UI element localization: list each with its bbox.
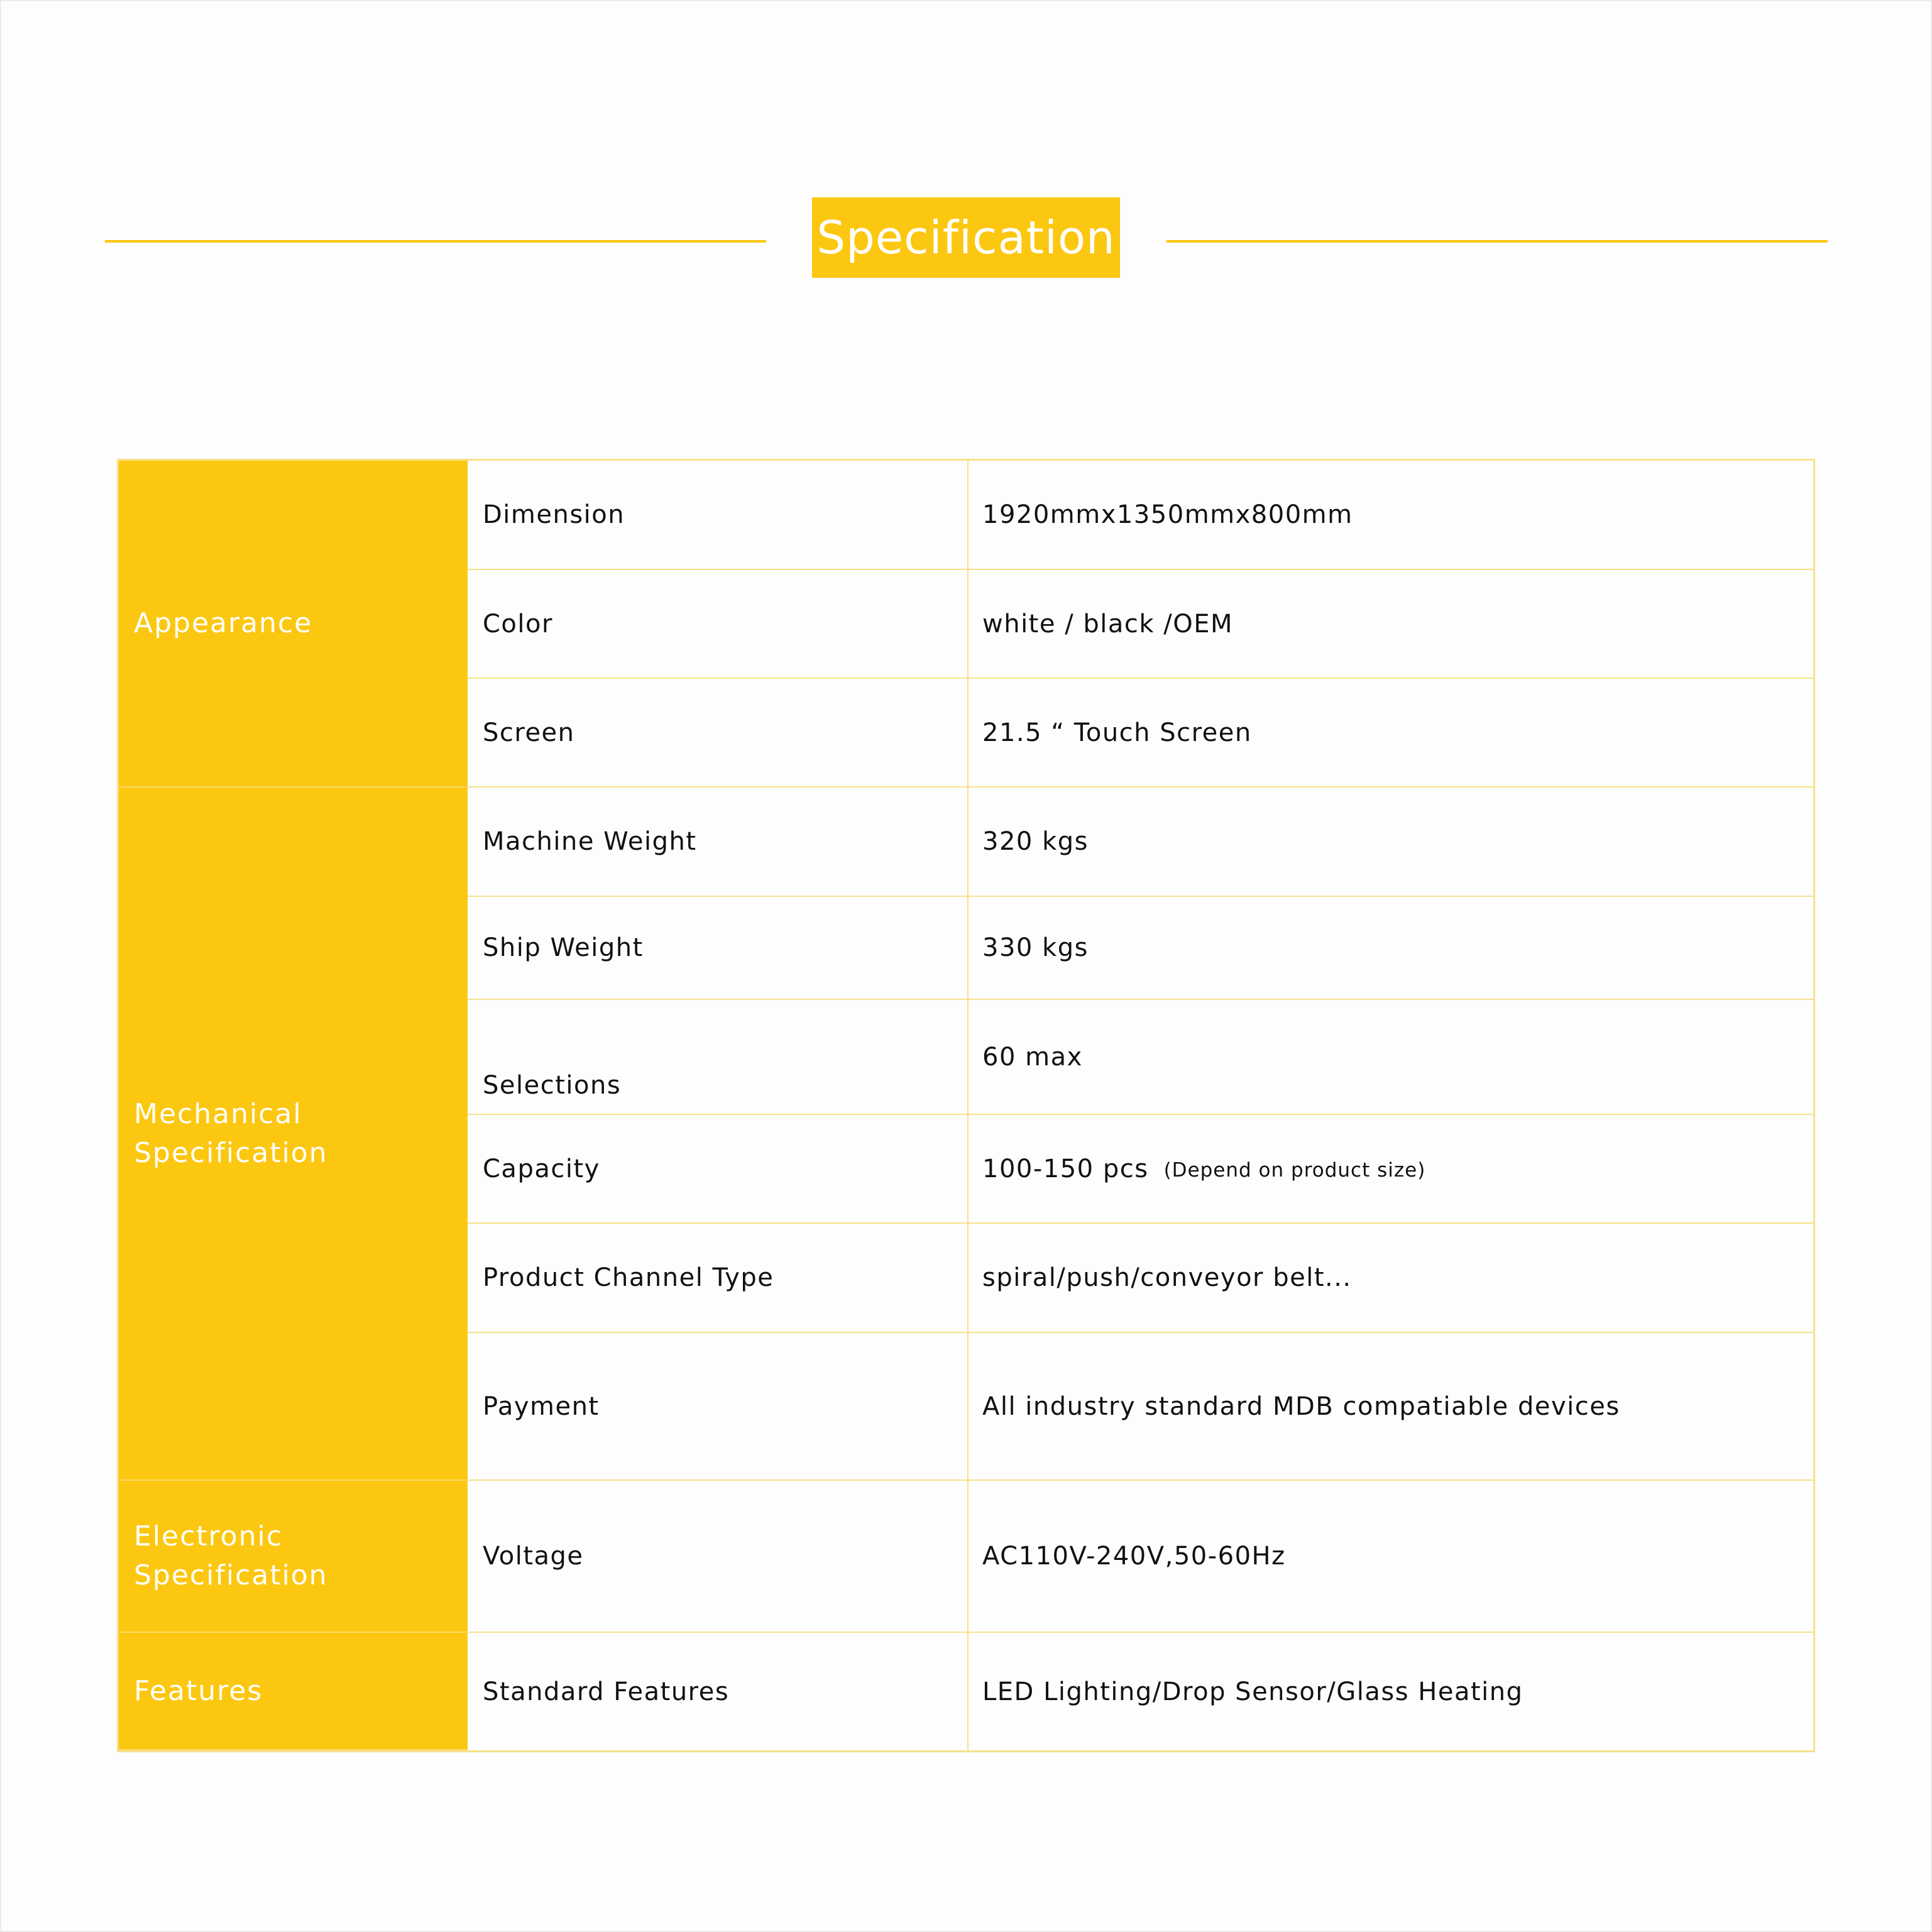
table-row: [468, 570, 1813, 679]
spec-value: AC110V-240V,50-60Hz: [982, 1542, 1286, 1571]
spec-value: LED Lighting/Drop Sensor/Glass Heating: [982, 1677, 1523, 1706]
category-mechanical-specification: [119, 788, 468, 1481]
spec-label: Product Channel Type: [468, 1224, 969, 1332]
spec-label: Machine Weight: [468, 788, 969, 896]
title-badge: [812, 197, 1120, 278]
spec-label: Payment: [468, 1333, 969, 1479]
spec-value: 1920mmx1350mmx800mm: [982, 500, 1353, 529]
category-label: Features: [134, 1674, 263, 1707]
category-label: Appearance: [134, 607, 313, 639]
spec-value: [969, 1115, 1813, 1222]
category-appearance: [119, 461, 468, 788]
spec-value: 21.5 “ Touch Screen: [982, 718, 1252, 747]
category-label: Mechanical Specification: [134, 1097, 328, 1169]
page-title: Specification: [816, 211, 1116, 264]
table-row: [468, 679, 1813, 788]
spec-label: Capacity: [468, 1115, 969, 1222]
table-row: [468, 1633, 1813, 1750]
spec-label: Dimension: [468, 461, 969, 569]
category-features: [119, 1633, 468, 1750]
table-row: [468, 461, 1813, 570]
capacity-note: (Depend on product size): [1163, 1158, 1426, 1182]
table-row: [468, 1333, 1813, 1481]
table-row: [468, 1000, 1813, 1115]
spec-label: Ship Weight: [468, 897, 969, 999]
spec-value: 320 kgs: [982, 827, 1089, 856]
spec-value: 60 max: [982, 1043, 1083, 1072]
spec-label: Color: [468, 570, 969, 678]
spec-label: Selections: [468, 1000, 969, 1114]
spec-value: All industry standard MDB compatiable devices: [982, 1391, 1620, 1421]
spec-value: spiral/push/conveyor belt...: [982, 1263, 1352, 1292]
category-electronic-specification: [119, 1481, 468, 1633]
table-row: [468, 788, 1813, 897]
table-row: [468, 1115, 1813, 1224]
spec-label: Voltage: [468, 1481, 969, 1632]
spec-label: Screen: [468, 679, 969, 786]
table-row: [468, 1481, 1813, 1633]
specification-table: [117, 459, 1815, 1752]
table-row: [468, 1224, 1813, 1333]
spec-value: 330 kgs: [982, 933, 1089, 962]
title-divider-right: [1166, 240, 1828, 243]
capacity-value: 100-150 pcs: [982, 1154, 1149, 1183]
spec-label: Standard Features: [468, 1633, 969, 1750]
title-divider-left: [105, 240, 766, 243]
category-label: Electronic Specification: [134, 1520, 328, 1591]
spec-value: white / black /OEM: [982, 609, 1234, 639]
table-row: [468, 897, 1813, 1000]
